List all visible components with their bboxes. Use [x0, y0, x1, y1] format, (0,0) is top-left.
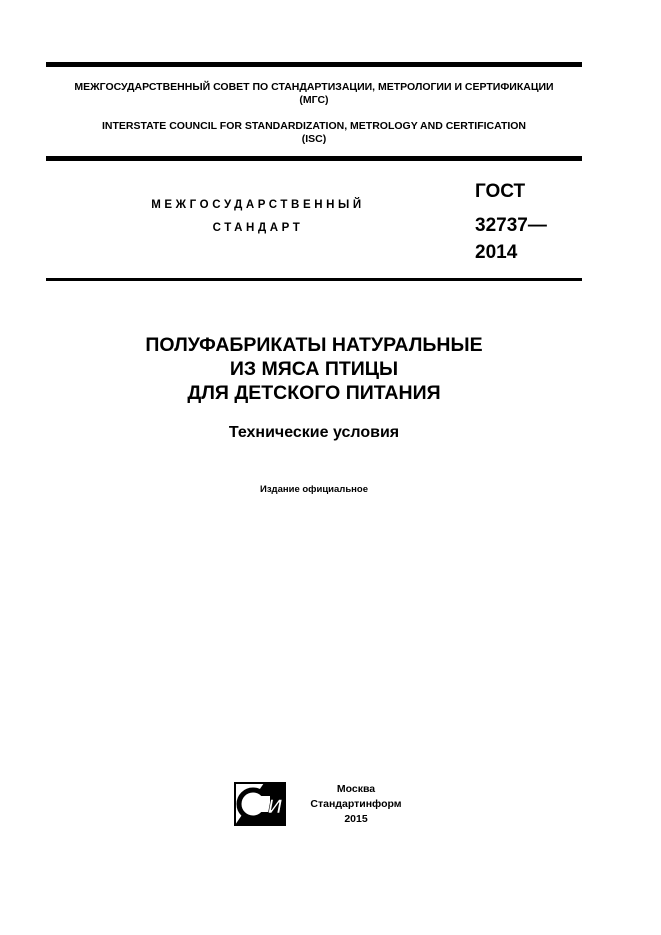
- council-name-ru-line2: (МГС): [299, 94, 329, 106]
- svg-text:И: И: [268, 797, 282, 818]
- middle-rule: [46, 156, 582, 161]
- council-name-en-line2: (ISC): [301, 133, 327, 145]
- document-subtitle: Технические условия: [228, 424, 400, 441]
- title-line2: ИЗ МЯСА ПТИЦЫ: [229, 358, 399, 380]
- publisher-year: 2015: [344, 813, 368, 825]
- council-name-en: [46, 120, 582, 146]
- council-name-en-line1: INTERSTATE COUNCIL FOR STANDARDIZATION, METROLOGY AND CERTIFICATION: [101, 120, 527, 132]
- edition-note: Издание официальное: [260, 484, 368, 495]
- council-name-ru-line1: МЕЖГОСУДАРСТВЕННЫЙ СОВЕТ ПО СТАНДАРТИЗАЦИИ, МЕТРОЛОГИИ И СЕРТИФИКАЦИИ: [74, 81, 554, 93]
- gost-label: ГОСТ: [475, 181, 526, 202]
- top-rule: [46, 62, 582, 67]
- gost-year: 2014: [475, 242, 518, 263]
- title-line3: ДЛЯ ДЕТСКОГО ПИТАНИЯ: [187, 382, 441, 404]
- gost-number: 32737—: [475, 215, 547, 236]
- document-title: [46, 333, 582, 405]
- publisher-block: [296, 782, 416, 827]
- standard-kind-line2: СТАНДАРТ: [212, 222, 304, 234]
- standard-kind-line1: МЕЖГОСУДАРСТВЕННЫЙ: [151, 199, 365, 211]
- publisher-city: Москва: [336, 783, 376, 795]
- standartinform-logo-icon: [234, 782, 286, 826]
- bottom-rule: [46, 278, 582, 281]
- publisher-name: Стандартинформ: [310, 798, 402, 810]
- council-name-ru: [46, 81, 582, 107]
- title-line1: ПОЛУФАБРИКАТЫ НАТУРАЛЬНЫЕ: [145, 334, 483, 356]
